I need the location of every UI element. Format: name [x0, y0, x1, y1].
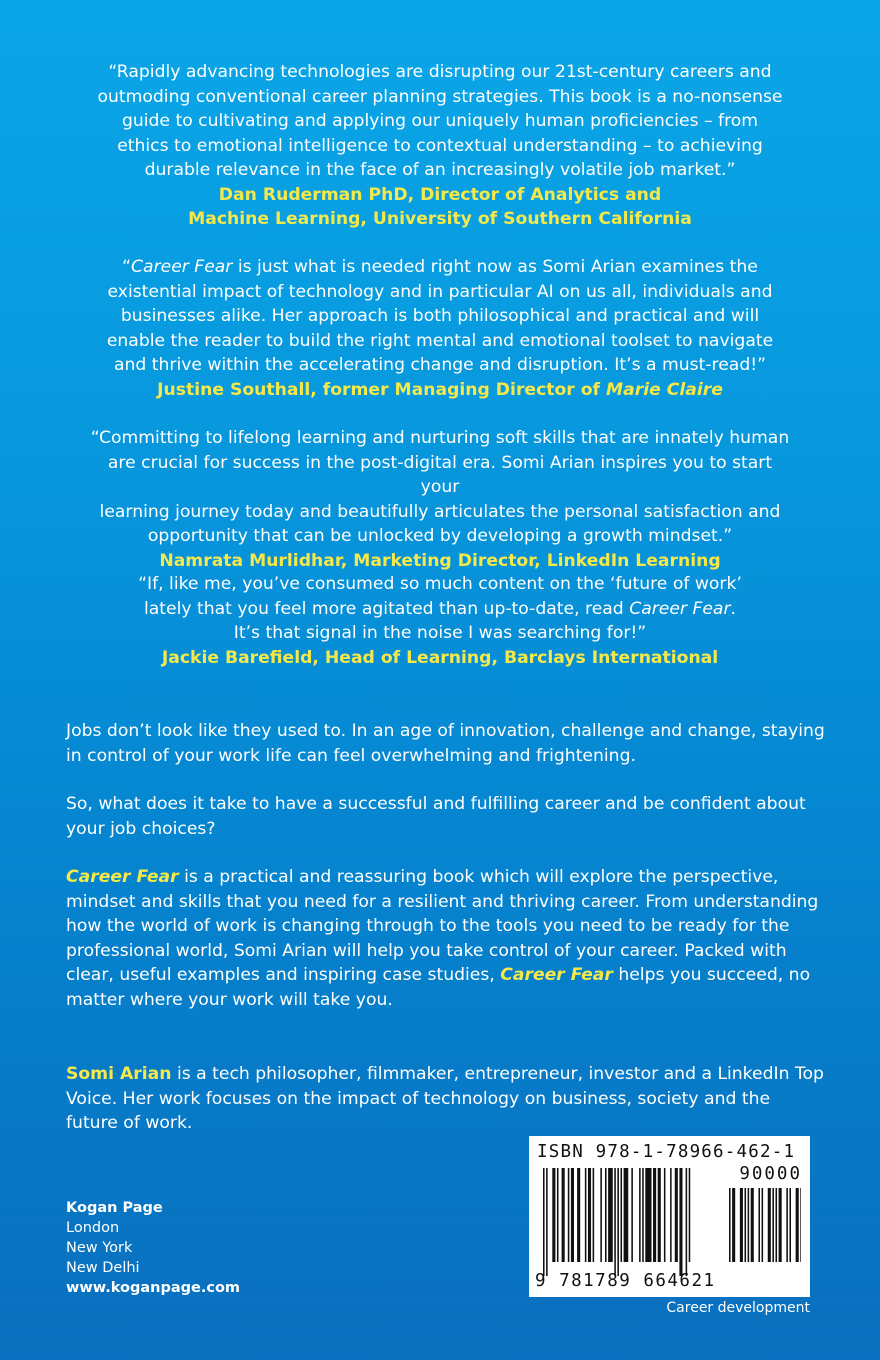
barcode-bar [642, 1168, 644, 1262]
quote-text: . [730, 598, 736, 619]
book-title: Career Fear [66, 867, 179, 887]
quote-text: lately that you feel more agitated than up-to-date, read [143, 598, 630, 619]
bio-text: is a tech philosopher, filmmaker, entrepreneur, investor and a LinkedIn Top Voice. Her work focuses on the impact of technology on business, society and the future of work. [66, 1064, 824, 1133]
quote-line: learning journey today and beautifully articulates the personal satisfaction and [99, 501, 781, 522]
quote-attribution: Dan Ruderman PhD, Director of Analytics and [218, 184, 662, 205]
isbn-barcode [529, 1136, 810, 1297]
barcode-bar [543, 1168, 545, 1276]
barcode-bar [631, 1168, 633, 1262]
barcode-bar [577, 1168, 580, 1262]
barcode-bar [588, 1168, 591, 1262]
barcode-bar [751, 1188, 754, 1262]
endorsement-quote-2 [90, 255, 790, 402]
barcode-addon-number: 90000 [739, 1164, 802, 1184]
quote-attribution: Machine Learning, University of Southern California [188, 209, 692, 229]
author-bio-text [66, 1062, 826, 1136]
blurb-text: is a practical and reassuring book which will explore the perspective, mindset and skills that you need for a resilient and thriving career. From understanding how the world of work is changing through to the tools you need to be ready for the professional world, Somi Arian will help you take control of your career. Packed with clear, useful examples and inspiring case studies, [66, 867, 819, 985]
barcode-bar [768, 1188, 771, 1262]
quote-line: are crucial for success in the post-digital era. Somi Arian inspires you to start your [107, 452, 773, 497]
barcode-bar [762, 1188, 764, 1262]
publisher-info [66, 1198, 240, 1298]
book-category: Career development [666, 1300, 810, 1316]
quote-line: “Rapidly advancing technologies are disrupting our 21st-century careers and [108, 62, 772, 82]
quote-line: and thrive within the accelerating change and disruption. It’s a must-read!” [113, 355, 767, 375]
isbn-label: ISBN 978-1-78966-462-1 [537, 1142, 796, 1162]
barcode-bar [639, 1168, 641, 1262]
quote-line: opportunity that can be unlocked by developing a growth mindset.” [147, 526, 733, 546]
barcode-bar [745, 1188, 747, 1262]
publisher-city: New York [66, 1240, 133, 1256]
quote-line [90, 597, 790, 622]
open-quote: “ [122, 257, 132, 277]
barcode-addon-bars [729, 1188, 801, 1276]
barcode-bar [557, 1168, 559, 1262]
barcode-bar [776, 1188, 778, 1262]
barcode-bar [689, 1168, 691, 1262]
barcode-bars [543, 1168, 723, 1276]
barcode-bar [605, 1168, 607, 1262]
quote-line: It’s that signal in the noise I was searching for!” [233, 623, 647, 643]
book-title: Career Fear [629, 598, 731, 619]
barcode-bar [800, 1188, 801, 1262]
endorsement-quote-4 [90, 572, 790, 670]
blurb-paragraph-3 [66, 865, 826, 1012]
publisher-url: www.koganpage.com [66, 1280, 241, 1296]
barcode-bar [600, 1168, 602, 1262]
barcode-bar [779, 1188, 782, 1262]
barcode-bar [789, 1188, 791, 1262]
ean-number: 9 781789 664621 [535, 1271, 716, 1291]
barcode-bar [608, 1168, 613, 1262]
barcode-bar [664, 1168, 666, 1262]
quote-attribution: Namrata Murlidhar, Marketing Director, LinkedIn Learning [159, 550, 721, 571]
quote-line: “Committing to lifelong learning and nurturing soft skills that are innately human [90, 428, 790, 448]
publisher-name: Kogan Page [66, 1200, 163, 1216]
quote-line: durable relevance in the face of an increasingly volatile job market.” [144, 160, 736, 180]
quote-line: guide to cultivating and applying our uniquely human proficiencies – from [121, 111, 759, 131]
publisher-city: New Delhi [66, 1260, 140, 1276]
barcode-bar [670, 1168, 672, 1262]
quote-line [90, 255, 790, 280]
barcode-bar [686, 1168, 688, 1276]
barcode-bar [786, 1188, 788, 1262]
publisher-city: London [66, 1220, 120, 1236]
book-blurb [66, 719, 826, 1012]
barcode-bar [624, 1168, 629, 1262]
quote-line: ethics to emotional intelligence to contextual understanding – to achieving [117, 135, 763, 156]
quote-line: existential impact of technology and in particular AI on us all, individuals and [107, 281, 773, 302]
quote-line: enable the reader to build the right mental and emotional toolset to navigate [106, 330, 774, 351]
barcode-bar [748, 1188, 750, 1262]
blurb-paragraph-2: So, what does it take to have a successful and fulfilling career and be confident about your job choices? [66, 794, 806, 839]
book-title: Career Fear [131, 257, 233, 277]
book-title: Career Fear [500, 965, 613, 985]
author-name: Somi Arian [66, 1064, 172, 1084]
barcode-bar [585, 1168, 587, 1262]
attribution-text: Justine Southall, former Managing Director of [157, 379, 607, 400]
barcode-bar [614, 1168, 616, 1276]
barcode-bar [675, 1168, 678, 1262]
barcode-bar [621, 1168, 623, 1262]
barcode-bar [593, 1168, 595, 1262]
blurb-text: helps you succeed, no matter where your work will take you. [66, 965, 811, 1010]
quote-attribution [90, 378, 790, 403]
barcode-bar [758, 1188, 760, 1262]
endorsement-quote-1 [90, 60, 790, 232]
blurb-paragraph-1: Jobs don’t look like they used to. In an age of innovation, challenge and change, staying in control of your work life can feel overwhelming and frightening. [66, 721, 825, 766]
barcode-bar [729, 1188, 731, 1262]
barcode-bar [772, 1188, 774, 1262]
barcode-bar [679, 1168, 682, 1276]
quote-attribution: Jackie Barefield, Head of Learning, Barclays International [161, 647, 719, 668]
barcode-bar [552, 1168, 555, 1262]
barcode-bar [645, 1168, 651, 1262]
barcode-bar [562, 1168, 565, 1262]
barcode-bar [617, 1168, 619, 1276]
quote-text: is just what is needed right now as Somi Arian examines the [232, 257, 758, 277]
barcode-bar [571, 1168, 574, 1262]
barcode-bar [546, 1168, 548, 1276]
barcode-bar [796, 1188, 799, 1262]
barcode-bar [653, 1168, 656, 1262]
magazine-title: Marie Claire [606, 379, 723, 400]
quote-line: outmoding conventional career planning strategies. This book is a no-nonsense [97, 86, 783, 107]
barcode-bar [740, 1188, 743, 1262]
quote-line: businesses alike. Her approach is both philosophical and practical and will [120, 306, 760, 326]
barcode-bar [568, 1168, 570, 1262]
author-bio [66, 1062, 826, 1136]
barcode-bar [732, 1188, 735, 1262]
endorsement-quote-3 [90, 426, 790, 573]
quote-line: “If, like me, you’ve consumed so much content on the ‘future of work’ [138, 574, 742, 594]
barcode-bar [658, 1168, 661, 1262]
